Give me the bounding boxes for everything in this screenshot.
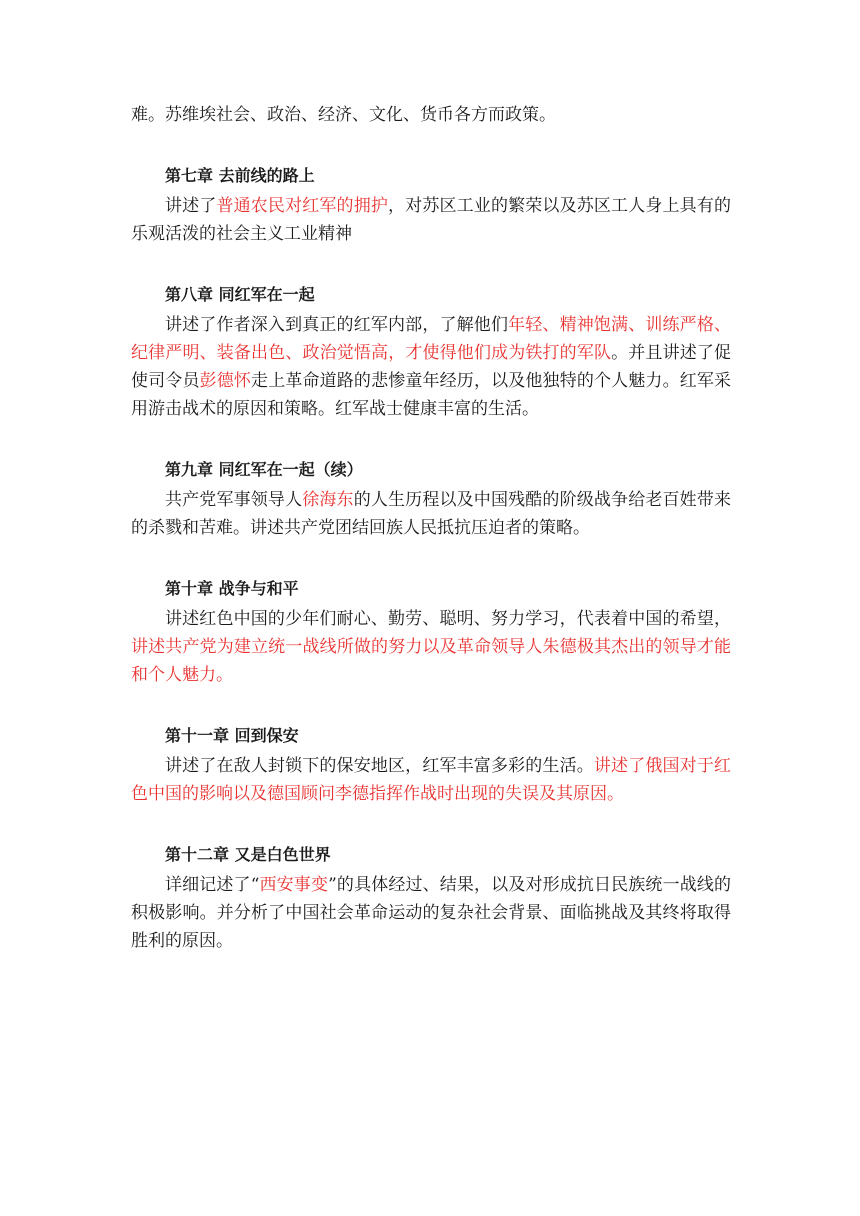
- highlight-segment: 西安事变: [259, 875, 329, 895]
- highlight-segment: 徐海东: [302, 490, 354, 510]
- highlight-segment: 年轻、精神饱满、训练严格、纪律严明、装备出色、政治觉悟高，才使得他们成为铁打的军队: [131, 315, 731, 363]
- chapter-heading: 第七章 去前线的路上: [165, 166, 315, 185]
- chapter-body: [131, 605, 731, 689]
- chapter-body: [131, 871, 731, 955]
- highlight-segment: 彭德怀: [199, 371, 252, 391]
- text-segment: 讲述了在敌人封锁下的保安地区，红军丰富多彩的生活。: [165, 756, 594, 776]
- chapter-body: [131, 192, 731, 248]
- text-segment: 详细记述了“: [165, 875, 260, 895]
- chapter-8-section: [131, 281, 731, 423]
- chapter-11-section: [131, 722, 731, 808]
- text-segment: ”的具体经过、结果，以及对形成抗日民族统一战线的积极影响。并分析了中国社会革命运动的复杂社会背景、面临挑战及其终将取得胜利的原因。: [131, 875, 731, 951]
- highlight-segment: 普通农民对红军的拥护: [216, 196, 389, 216]
- text-segment: 走上革命道路的悲惨童年经历，以及他独特的个人魅力。红军采用游击战术的原因和策略。红军战士健康丰富的生活。: [131, 371, 732, 419]
- highlight-segment: 讲述共产党为建立统一战线所做的努力以及革命领导人朱德极其杰出的领导才能和个人魅力。: [131, 637, 731, 685]
- chapter-heading: 第十二章 又是白色世界: [165, 845, 331, 864]
- chapter-7-section: [131, 162, 731, 248]
- text-segment: 。并且讲述了促使司令员: [131, 343, 732, 391]
- text-segment: 共产党军事领导人: [165, 490, 303, 510]
- chapter-12-section: [131, 841, 731, 955]
- chapter-heading: 第十章 战争与和平: [165, 579, 299, 598]
- chapter-9-section: [131, 456, 731, 542]
- text-segment: 讲述了: [165, 196, 217, 216]
- chapter-10-section: [131, 575, 731, 689]
- chapter-heading: 第九章 同红军在一起（续）: [165, 460, 363, 479]
- text-segment: 讲述了作者深入到真正的红军内部，了解他们: [165, 315, 509, 335]
- highlight-segment: 讲述了俄国对于红色中国的影响以及德国顾问李德指挥作战时出现的失误及其原因。: [131, 756, 731, 804]
- intro-paragraph: 难。苏维埃社会、政治、经济、文化、货币各方而政策。: [131, 105, 556, 125]
- text-segment: ，对苏区工业的繁荣以及苏区工人身上具有的乐观活泼的社会主义工业精神: [131, 196, 731, 244]
- chapter-body: [131, 752, 731, 808]
- chapter-heading: 第八章 同红军在一起: [165, 285, 315, 304]
- chapter-heading: 第十一章 回到保安: [165, 726, 299, 745]
- chapter-body: [131, 486, 731, 542]
- chapter-body: [131, 311, 731, 423]
- text-segment: 的人生历程以及中国残酷的阶级战争给老百姓带来的杀戮和苦难。讲述共产党团结回族人民抵抗压迫者的策略。: [131, 490, 731, 538]
- document-content: [131, 101, 731, 988]
- text-segment: 讲述红色中国的少年们耐心、勤劳、聪明、努力学习，代表着中国的希望，: [165, 609, 731, 629]
